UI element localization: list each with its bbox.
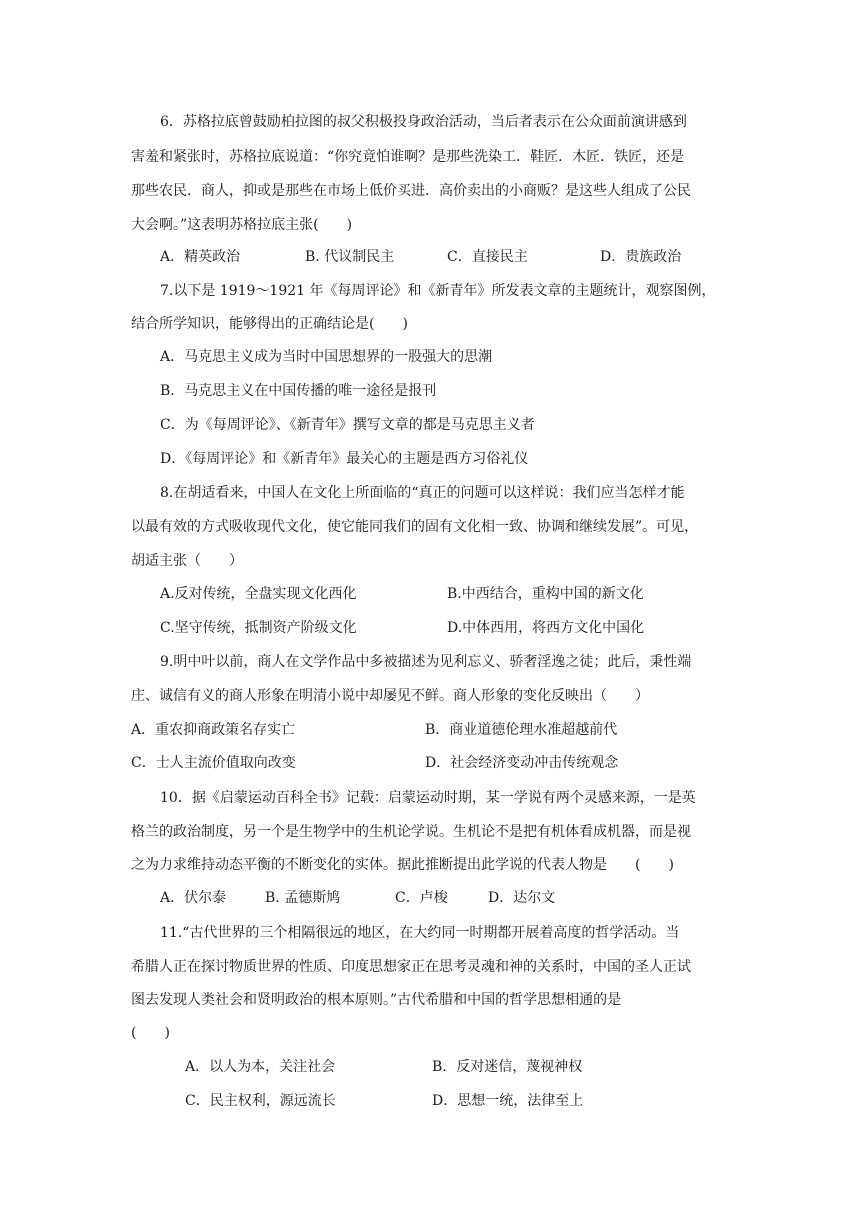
q10-option-a: A．伏尔泰 xyxy=(160,890,227,906)
q7-line-2: 结合所学知识，能够得出的正确结论是( ) xyxy=(131,316,408,332)
q7-line-1: 7.以下是 1919～1921 年《每周评论》和《新青年》所发表文章的主题统计，观察图例， xyxy=(160,283,716,299)
q10-option-c: C．卢梭 xyxy=(395,890,448,906)
q10-line-2: 格兰的政治制度，另一个是生物学中的生机论学说。生机论不是把有机体看成机器，而是视 xyxy=(131,824,691,840)
q6-option-d: D．贵族政治 xyxy=(600,249,682,265)
q8-option-b: B.中西结合，重构中国的新文化 xyxy=(447,586,644,602)
q7-option-a: A．马克思主义成为当时中国思想界的一股强大的思潮 xyxy=(160,349,493,365)
q6-option-c: C．直接民主 xyxy=(447,249,528,265)
q8-option-a: A.反对传统，全盘实现文化西化 xyxy=(160,586,357,602)
q9-option-c: C．士人主流价值取向改变 xyxy=(131,755,296,771)
q10-option-b: B. 孟德斯鸠 xyxy=(265,890,341,906)
q8-line-1: 8.在胡适看来，中国人在文化上所面临的“真正的问题可以这样说：我们应当怎样才能 xyxy=(160,485,685,501)
q7-option-c: C．为《每周评论》、《新青年》撰写文章的都是马克思主义者 xyxy=(160,417,535,433)
q11-option-c: C．民主权利，源远流长 xyxy=(185,1093,336,1109)
q11-line-1: 11.“古代世界的三个相隔很远的地区，在大约同一时期都开展着高度的哲学活动。当 xyxy=(160,925,680,941)
q9-option-b: B．商业道德伦理水准超越前代 xyxy=(425,722,618,738)
q10-option-d: D．达尔文 xyxy=(488,890,556,906)
q11-line-2: 希腊人正在探讨物质世界的性质、印度思想家正在思考灵魂和神的关系时，中国的圣人正试 xyxy=(131,959,691,975)
q8-option-c: C.坚守传统，抵制资产阶级文化 xyxy=(160,620,357,636)
q6-line-1: 6．苏格拉底曾鼓励柏拉图的叔父积极投身政治活动，当后者表示在公众面前演讲感到 xyxy=(160,114,687,130)
q6-option-a: A．精英政治 xyxy=(160,249,241,265)
q7-option-b: B．马克思主义在中国传播的唯一途径是报刊 xyxy=(160,383,437,399)
q6-line-3: 那些农民．商人，抑或是那些在市场上低价买进．高价卖出的小商贩？是这些人组成了公民 xyxy=(131,183,691,199)
q6-line-2: 害羞和紧张时，苏格拉底说道：“你究竟怕谁啊？是那些洗染工．鞋匠．木匠．铁匠，还是 xyxy=(131,149,685,165)
q11-option-b: B．反对迷信，蔑视神权 xyxy=(432,1059,583,1075)
q11-option-a: A．以人为本，关注社会 xyxy=(185,1059,336,1075)
q11-line-4: ( ) xyxy=(131,1025,170,1041)
q6-line-4: 大会啊。”这表明苏格拉底主张( ) xyxy=(131,217,353,233)
q11-line-3: 图去发现人类社会和贤明政治的根本原则。”古代希腊和中国的哲学思想相通的是 xyxy=(131,992,622,1008)
q8-option-d: D.中体西用，将西方文化中国化 xyxy=(447,620,645,636)
q9-option-d: D．社会经济变动冲击传统观念 xyxy=(425,755,619,771)
q6-option-b: B. 代议制民主 xyxy=(305,249,395,265)
q9-line-2: 庄、诚信有义的商人形象在明清小说中却屡见不鲜。商人形象的变化反映出（ ） xyxy=(131,688,649,704)
q11-option-d: D．思想一统，法律至上 xyxy=(432,1093,584,1109)
q7-option-d: D．《每周评论》和《新青年》最关心的主题是西方习俗礼仪 xyxy=(160,451,529,467)
q10-line-3: 之为力求维持动态平衡的不断变化的实体。据此推断提出此学说的代表人物是 ( ) xyxy=(131,857,674,873)
q8-line-2: 以最有效的方式吸收现代文化，使它能同我们的固有文化相一致、协调和继续发展”。可见， xyxy=(131,519,699,535)
q9-line-1: 9.明中叶以前，商人在文学作品中多被描述为见利忘义、骄奢淫逸之徒；此后，秉性端 xyxy=(160,654,692,670)
q8-line-3: 胡适主张（ ） xyxy=(131,553,243,569)
q9-option-a: A．重农抑商政策名存实亡 xyxy=(131,722,296,738)
q10-line-1: 10．据《启蒙运动百科全书》记载：启蒙运动时期，某一学说有两个灵感来源，一是英 xyxy=(160,790,696,806)
